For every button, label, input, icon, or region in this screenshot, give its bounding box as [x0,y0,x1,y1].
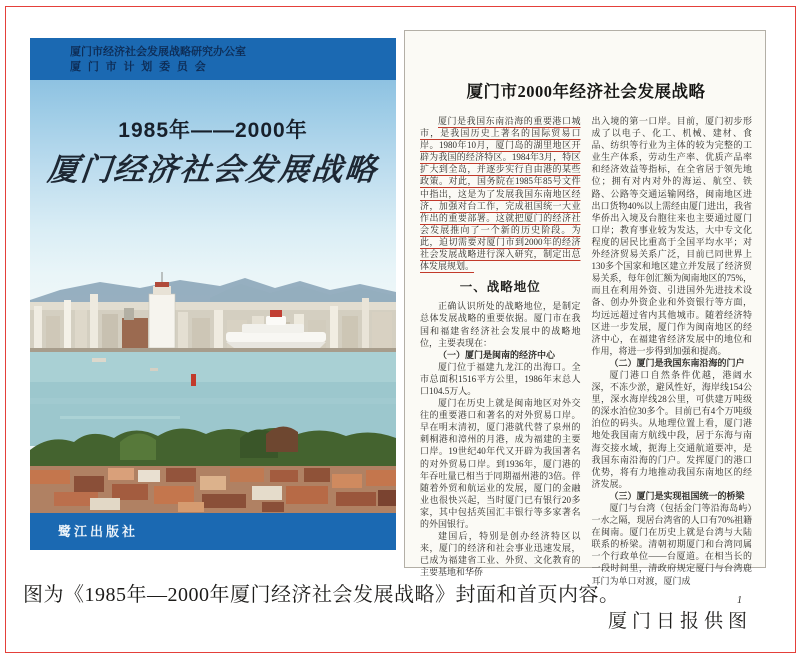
cover-office-line2: 厦门市计划委员会 [70,61,213,73]
paragraph: 厦门港口自然条件优越，港阔水深，不冻少淤，避风性好，海岸线154公里，深水海岸线28公里，可供建万吨级的深水泊位30多个。目前已有4个万吨级泊位的码头。从地理位置上看，厦门港地处我国南方航线中段，居于东海与南海交接水域，扼海上交通航道要冲，是我国东南沿海的门户。发挥厦门的港口优势，将有力地推动我国东南地区的经济发展。 [591,369,752,489]
paragraph: 厦门与台湾（包括金门等沿海岛屿）一水之隔，现居台湾省的人口有70%祖籍在闽南。厦门在历史上就是台湾与大陆联系的桥梁。清朝初期厦门和台湾同属一个行政单位——台厦道。在相当长的一段时间里，清政府规定厦门与台湾鹿耳门为单口对渡，厦门成 [591,503,752,586]
sub-heading-3: （三）厦门是实现祖国统一的桥梁 [609,490,745,501]
figure-caption: 图为《1985年—2000年厦门经济社会发展战略》封面和首页内容。 [23,584,620,606]
page-column-left [420,115,581,607]
paragraph: 厦门在历史上就是闽南地区对外交往的重要港口和著名的对外贸易口岸。早在明末清初，厦门港就代替了泉州的刺桐港和漳州的月港，成为福建的主要口岸。19世纪40年代又开辟为我国著名的对外贸易口岸。到1936年，厦门港的年吞吐量已相当于同期福州港的3倍。伴随着外贸和航运业的发展，厦门的金融业也很快兴起，当时厦门已有银行20多家，其中包括英国汇丰银行等多家著名的外国银行。 [420,398,581,529]
page-column-right [592,115,753,607]
book-cover [30,38,396,550]
sub-heading-1: （一）厦门是闽南的经济中心 [438,349,556,360]
photo-credit: 厦门日报供图 [607,611,752,632]
xiamen-harbor-photo [30,198,396,513]
cover-publisher: 鹭江出版社 [58,524,139,539]
paragraph: 正确认识所处的战略地位，是制定总体发展战略的重要依据。厦门市在我国和福建省经济社会发展中的战略地位，主要表现在： [420,301,581,348]
sub-heading-2: （二）厦门是我国东南沿海的门户 [609,357,745,368]
book-first-page [404,30,766,606]
page-number: 1 [737,594,742,606]
paragraph: 建国后，特别是创办经济特区以来，厦门的经济和社会事业迅速发展，已成为福建省工业、外贸、文化教育的主要基地和华侨 [420,531,581,578]
cover-office-line1: 厦门市经济社会发展战略研究办公室 [70,46,246,58]
paragraph: 出入境的第一口岸。目前，厦门初步形成了以电子、化工、机械、建材、食品、纺织等行业为主体的较为完整的工业生产体系，劳动生产率、优质产品率和经济效益等指标，在全省居于领先地位；拥有对内对外的海运、航空、铁路、公路等交通运输网络，闽南地区进出口货物40%以上需经由厦门进出，我省华侨出入境及台胞往来也主要通过厦门口岸；教育事业较为发达，大中专文化程度的居民比重高于全国平均水平；对外经济贸易关系广泛，目前已同世界上130多个国家和地区建立并发展了经济贸易关系，每年创汇额为闽南地区的75%，而且在利用外资、引进国外先进技术设备、创办外资企业和外资银行等方面，均远远超过省内其他城市。随着经济特区进一步发展，厦门作为闽南地区的经济中心，在福建省经济发展中的地位和作用，将进一步得到加强和提高。 [591,116,752,356]
cover-title-calligraphy: 厦门经济社会发展战略 [45,152,380,188]
section-heading: 一、战略地位 [459,280,541,295]
cover-bottom-band [30,513,396,550]
paragraph: 厦门位于福建九龙江的出海口。全市总面积1516平方公里，1986年末总人口104.5万人。 [420,361,581,396]
page-title: 厦门市2000年经济社会发展战略 [466,82,706,101]
paragraph-underlined: 厦门是我国东南沿海的重要港口城市，是我国历史上著名的国际贸易口岸。1980年10月，厦门岛的湖里地区开辟为我国的经济特区。1984年3月，特区扩大到全岛，并逐步实行自由港的某些政策。对此，国务院在1985年85号文件中指出，这是为了发展我国东南地区经济，加强对台工作，完成祖国统一大业作出的重要部署。这就把厦门的经济社会发展推向了一个新的历史阶段。为此，迫切需要对厦门市到2000年的经济社会发展战略进行深入研究，制定出总体发展规划。 [420,116,581,272]
cover-top-band [30,38,396,80]
cover-years: 1985年——2000年 [118,119,308,142]
page-columns [420,115,752,607]
